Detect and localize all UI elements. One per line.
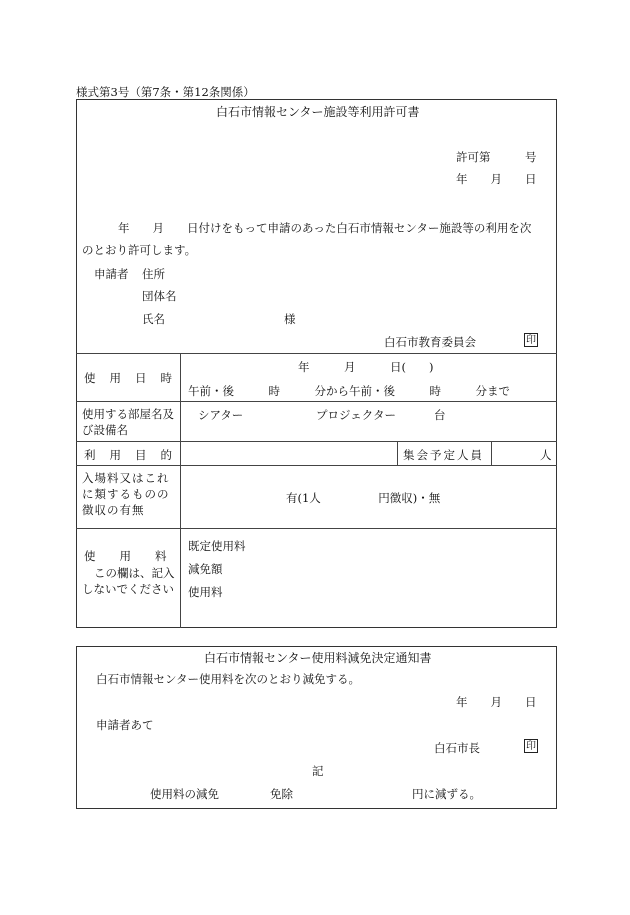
fee-reduction: 減免額 bbox=[188, 562, 223, 576]
attendees-label: 集会予定人員 bbox=[403, 448, 484, 462]
room-projector: プロジェクター bbox=[316, 408, 397, 422]
notice-date: 年 月 日 bbox=[456, 695, 537, 709]
notice-issuer: 白石市長 bbox=[434, 741, 480, 755]
address-label: 住所 bbox=[142, 267, 165, 281]
permit-issuer: 白石市教育委員会 bbox=[384, 335, 476, 349]
applicant-label: 申請者 bbox=[94, 267, 129, 281]
attendees-unit: 人 bbox=[540, 448, 552, 462]
name-label: 氏名 bbox=[142, 312, 165, 326]
room-unit: 台 bbox=[434, 408, 446, 422]
notice-ki: 記 bbox=[312, 764, 324, 778]
honorific: 様 bbox=[284, 312, 296, 326]
reduce-text: 円に減ずる。 bbox=[412, 787, 481, 801]
fee-total: 使用料 bbox=[188, 585, 223, 599]
notice-intro: 白石市情報センター使用料を次のとおり減免する。 bbox=[96, 672, 361, 686]
usage-time-value: 午前・後 時 分から午前・後 時 分まで bbox=[188, 384, 510, 398]
permit-number: 許可第 号 bbox=[456, 150, 537, 164]
mayor-seal: 印 bbox=[526, 741, 536, 752]
usage-date-value: 年 月 日( ) bbox=[298, 360, 434, 374]
admission-value: 有(1人 円徴収)・無 bbox=[286, 491, 441, 505]
permit-body-line2: のとおり許可します。 bbox=[82, 243, 197, 257]
purpose-label: 利用目的 bbox=[84, 448, 186, 462]
admission-label: 入場料又はこれに類するものの徴収の有無 bbox=[82, 471, 170, 517]
room-label: 使用する部屋名及び設備名 bbox=[82, 407, 174, 437]
exemption: 免除 bbox=[270, 787, 293, 801]
notice-title: 白石市情報センター使用料減免決定通知書 bbox=[204, 651, 432, 665]
permit-title: 白石市情報センター施設等利用許可書 bbox=[216, 105, 420, 119]
usage-date-label: 使 用 日 時 bbox=[84, 371, 172, 385]
permit-body-line1: 年 月 日付けをもって申請のあった白石市情報センター施設等の利用を次 bbox=[118, 221, 532, 235]
fee-note: この欄は、記入しないでください bbox=[82, 566, 175, 596]
group-label: 団体名 bbox=[142, 289, 177, 303]
official-seal: 印 bbox=[526, 335, 536, 346]
fee-label: 使用料 bbox=[84, 549, 191, 563]
reduction-label: 使用料の減免 bbox=[150, 787, 219, 801]
permit-date: 年 月 日 bbox=[456, 172, 537, 186]
notice-addressee: 申請者あて bbox=[96, 718, 154, 732]
form-id: 様式第3号（第7条・第12条関係） bbox=[76, 85, 255, 99]
fee-standard: 既定使用料 bbox=[188, 539, 246, 553]
room-theater: シアター bbox=[198, 408, 244, 422]
